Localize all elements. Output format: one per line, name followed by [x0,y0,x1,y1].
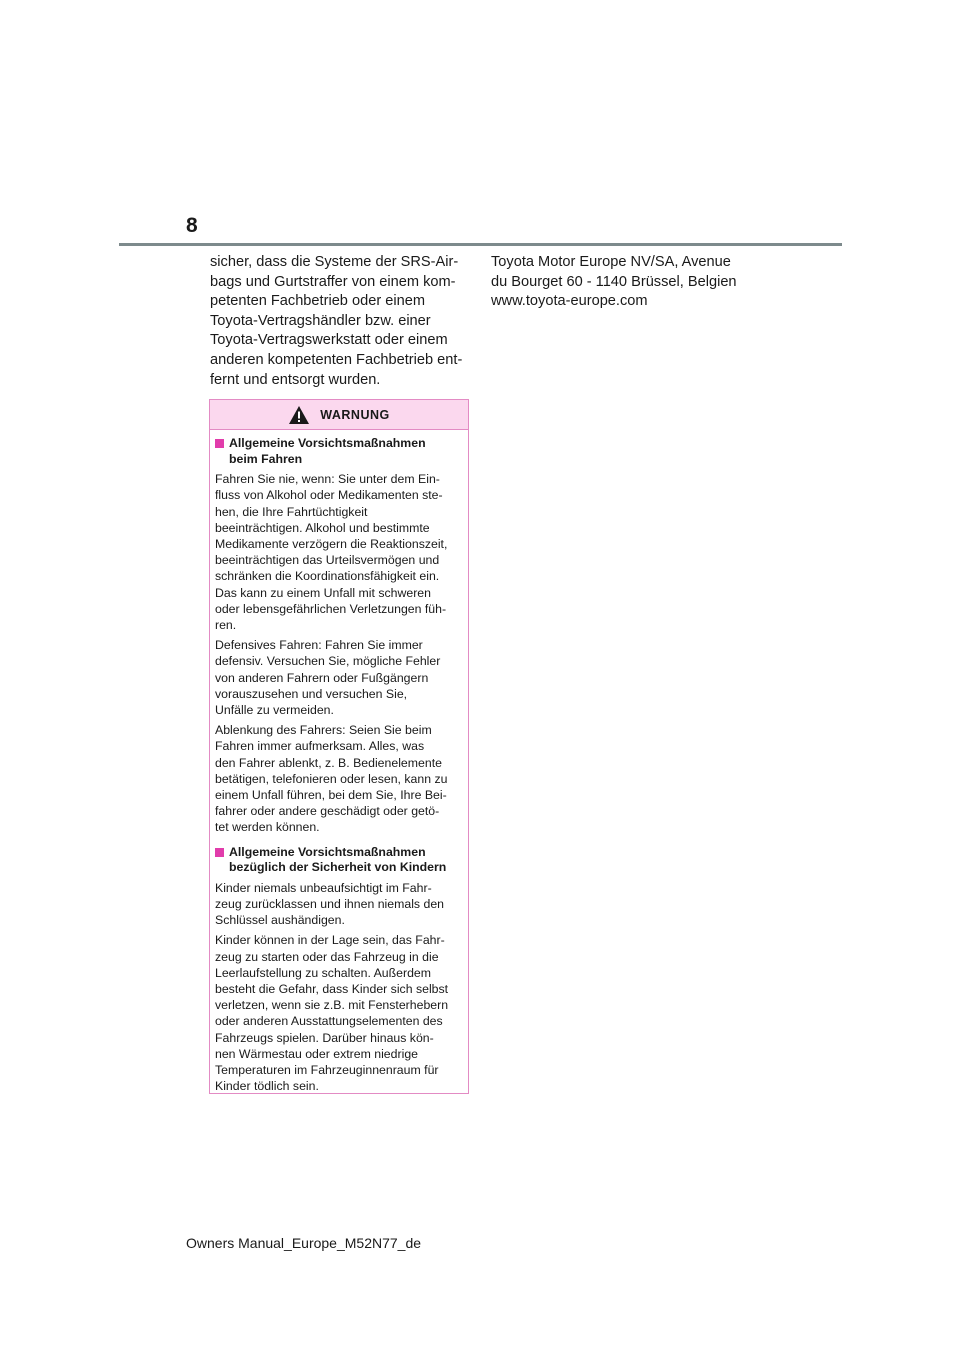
para-line: hen, die Ihre Fahrtüchtigkeit [215,504,368,519]
body-line: fernt und entsorgt wurden. [210,371,381,388]
right-column [491,253,791,312]
para-line: betätigen, telefonieren oder lesen, kann zu [215,771,448,786]
para-line: Kinder niemals unbeaufsichtigt im Fahr- [215,880,432,895]
heading-line: bezüglich der Sicherheit von Kindern [229,860,447,875]
square-bullet-icon [215,848,224,857]
left-column [210,253,472,390]
para-line: Ablenkung des Fahrers: Seien Sie beim [215,723,432,738]
body-line: sicher, dass die Systeme der SRS-Air- [210,254,459,270]
warning-box [209,399,469,1094]
para-line: fluss von Alkohol oder Medikamenten ste- [215,488,443,503]
para-line: Das kann zu einem Unfall mit schweren [215,585,431,600]
warning-triangle-icon [288,405,310,425]
para-line: oder anderen Ausstattungselementen des [215,1014,443,1029]
warning-section-driving [215,436,462,836]
address-line: du Bourget 60 - 1140 Brüssel, Belgien [491,273,737,290]
website-link[interactable]: www.toyota-europe.com [491,293,648,310]
para-line: Kinder tödlich sein. [215,1079,319,1094]
para-line: schränken die Koordinationsfähigkeit ein. [215,569,440,584]
para-line: defensiv. Versuchen Sie, mögliche Fehler [215,654,441,669]
body-line: anderen kompetenten Fachbetrieb ent- [210,351,463,368]
para-line: beeinträchtigen das Urteilsvermögen und [215,553,440,568]
warning-paragraph [215,932,462,1094]
para-line: beeinträchtigen. Alkohol und bestimmte [215,520,430,535]
para-line: verletzen, wenn sie z.B. mit Fensterhebern [215,998,449,1013]
para-line: besteht die Gefahr, dass Kinder sich selbst [215,982,449,997]
para-line: oder lebensgefährlichen Verletzungen füh- [215,601,447,616]
warning-body [210,430,468,1094]
para-line: Defensives Fahren: Fahren Sie immer [215,638,423,653]
warning-paragraph [215,471,462,633]
heading-line: Allgemeine Vorsichtsmaßnahmen [229,436,426,450]
warning-heading [215,436,462,467]
footer-manual-id: Owners Manual_Europe_M52N77_de [186,1235,422,1251]
warning-paragraph [215,637,462,718]
warning-label: WARNUNG [320,407,390,422]
para-line: Kinder können in der Lage sein, das Fahr- [215,933,445,948]
para-line: Temperaturen im Fahrzeuginnenraum für [215,1063,439,1078]
para-line: fahrer oder andere geschädigt oder getö- [215,804,440,819]
page-number: 8 [186,214,198,237]
para-line: Leerlaufstellung zu schalten. Außerdem [215,965,432,980]
body-line: bags und Gurtstraffer von einem kom- [210,273,456,290]
para-line: zeug zu starten oder das Fahrzeug in die [215,949,439,964]
heading-line: Allgemeine Vorsichtsmaßnahmen [229,844,426,859]
warning-section-children [215,845,462,1095]
para-line: vorauszusehen und versuchen Sie, [215,686,408,701]
warning-paragraph [215,880,462,929]
para-line: von anderen Fahrern oder Fußgängern [215,670,429,685]
warning-header [210,400,468,430]
para-line: Medikamente verzögern die Reaktionszeit, [215,537,448,551]
header-rule [119,243,842,246]
warning-heading [215,845,462,876]
para-line: Fahren Sie nie, wenn: Sie unter dem Ein- [215,472,440,487]
para-line: einem Unfall führen, bei dem Sie, Ihre Bei- [215,788,447,803]
warning-paragraph [215,722,462,835]
body-line: petenten Fachbetrieb oder einem [210,293,425,310]
address-line: Toyota Motor Europe NV/SA, Avenue [491,254,731,270]
body-line: Toyota-Vertragshändler bzw. einer [210,312,431,329]
para-line: Fahrzeugs spielen. Darüber hinaus kön- [215,1030,434,1045]
para-line: den Fahrer ablenkt, z. B. Bedienelemente [215,755,442,770]
heading-line: beim Fahren [229,451,303,466]
body-line: Toyota-Vertragswerkstatt oder einem [210,332,448,349]
para-line: zeug zurücklassen und ihnen niemals den [215,897,445,912]
para-line: nen Wärmestau oder extrem niedrige [215,1046,418,1061]
para-line: ren. [215,618,237,633]
para-line: Schlüssel aushändigen. [215,913,345,928]
square-bullet-icon [215,439,224,448]
para-line: Unfälle zu vermeiden. [215,703,334,718]
para-line: Fahren immer aufmerksam. Alles, was [215,739,425,754]
para-line: tet werden können. [215,820,320,835]
